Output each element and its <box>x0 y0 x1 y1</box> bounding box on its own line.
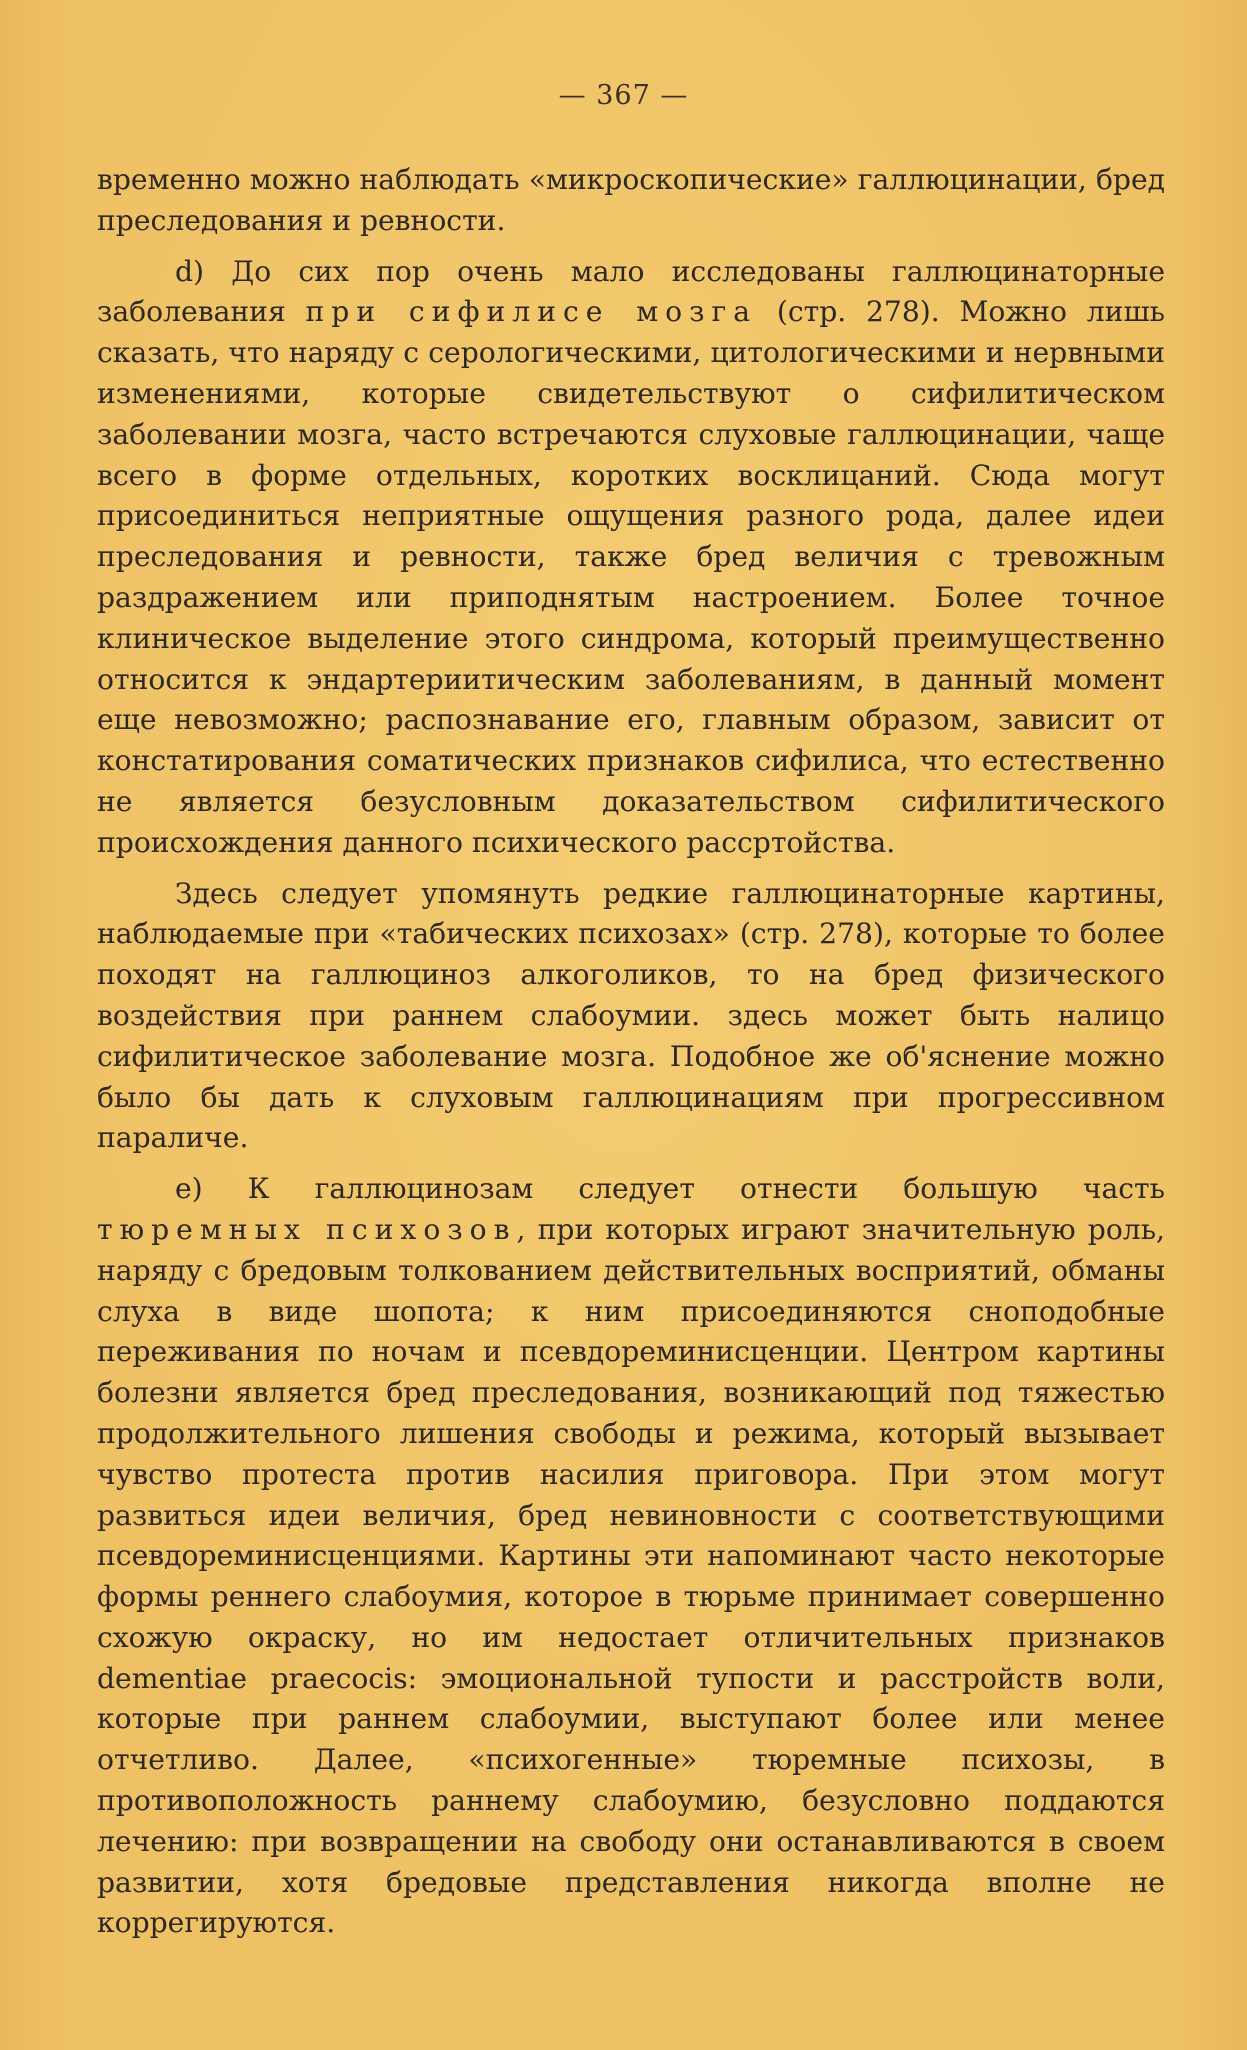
paragraph-syphilis-body: (стр. 278). Можно лишь сказать, что наряду с серологическими, цитологическими и нервными изменениями, которые свидетельствуют о сифилитическом заболевании мозга, часто встречаются слуховые галлюцинации, чаще всего в форме отдельных, коротких восклицаний. Сюда могут присоединиться неприятные ощущения разного рода, далее идеи преследования и ревности, также бред величия с тревожным раздражением или приподнятым настроением. Более точное клиническое выделение этого синдрома, который преимущественно относится к эндартериитическим заболеваниям, в данный момент еще невозможно; распознавание его, главным образом, зависит от констатирования соматических признаков сифилиса, что естественно не является безусловным доказательством сифилитического происхождения данного психического рассртойства. <box>97 295 1165 859</box>
paragraph-prison <box>97 1169 1165 1944</box>
page-number: — 367 — <box>558 80 689 111</box>
paragraph-tabetic: Здесь следует упомянуть редкие галлюцинаторные картины, наблюдаемые при «табических психозах» (стр. 278), которые то более походят на галлюциноз алкоголиков, то на бред физического воздействия при раннем слабоумии. здесь может быть налицо сифилитическое заболевание мозга. Подобное же об'яснение можно было бы дать к слуховым галлюцинациям при прогрессивном параличе. <box>97 876 1165 1155</box>
paragraph-continuation: временно можно наблюдать «микроскопические» галлюцинации, бред преследования и ревности. <box>97 163 1165 237</box>
paragraph-prison-intro: е) К галлюцинозам следует отнести большую часть <box>175 1172 1165 1206</box>
emphasis-syphilis-brain: при сифилисе мозга <box>305 295 758 329</box>
paragraph-syphilis <box>97 252 1165 864</box>
paragraph-syphilis-intro: d) До сих пор очень мало исследованы галлюцинаторные заболевания <box>97 254 1165 329</box>
paragraph-prison-body: , при которых играют значительную роль, наряду с бредовым толкованием действительных восприятий, обманы слуха в виде шопота; к ним присоединяются сноподобные переживания по ночам и псевдореминисценции. Центром картины болезни является бред преследования, возникающий под тяжестью продолжительного лишения свободы и режима, который вызывает чувство протеста против насилия приговора. При этом могут развиться идеи величия, бред невиновности с соответствующими псевдореминисценциями. Картины эти напоминают часто некоторые формы реннего слабоумия, которое в тюрьме принимает совершенно схожую окраску, но им недостает отличительных признаков dementiae praecocis: эмоциональной тупости и расстройств воли, которые при раннем слабоумии, выступают более или менее отчетливо. Далее, «психогенные» тюремные психозы, в противоположность раннему слабоумию, безусловно поддаются лечению: при возвращении на свободу они останавливаются в своем развитии, хотя бредовые представления никогда вполне не коррегируются. <box>97 1212 1166 1940</box>
emphasis-prison-psychoses: тюремных психозов <box>97 1212 517 1246</box>
body-text <box>97 160 1165 1954</box>
